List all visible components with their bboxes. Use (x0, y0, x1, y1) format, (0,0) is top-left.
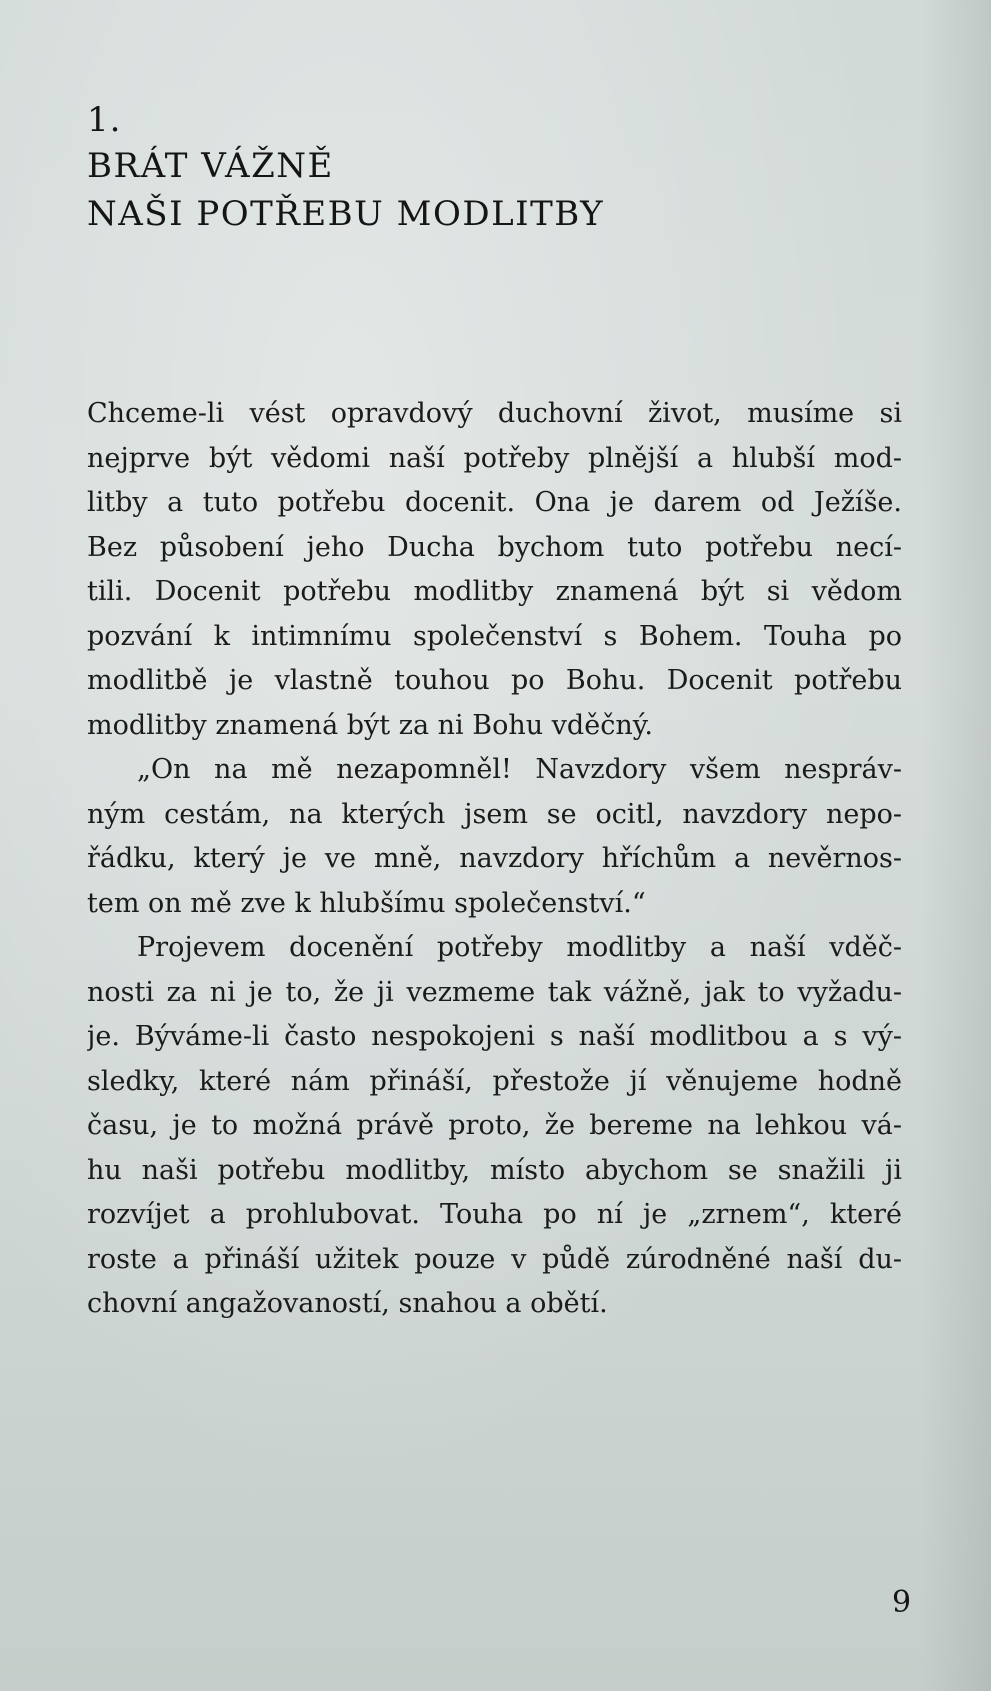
chapter-title-line: NAŠI POTŘEBU MODLITBY (87, 194, 605, 234)
page-edge-shadow (921, 0, 991, 1691)
text-line: modlitby znamená být za ni Bohu vděčný. (87, 709, 653, 741)
chapter-title (87, 142, 604, 238)
text-line: ným cestám, na kterých jsem se ocitl, navzdory nepo- (87, 798, 902, 830)
text-line: hu naši potřebu modlitby, místo abychom se snažili ji (87, 1154, 902, 1186)
text-line: tili. Docenit potřebu modlitby znamená být si vědom (87, 576, 902, 607)
text-line: modlitbě je vlastně touhou po Bohu. Docenit potřebu (87, 665, 902, 696)
text-line: „On na mě nezapomněl! Navzdory všem nespráv- (137, 754, 902, 785)
text-line: Projevem docenění potřeby modlitby a naší vděč- (137, 932, 902, 963)
chapter-number: 1. (87, 100, 122, 140)
body-text (87, 392, 902, 1327)
paragraph-2 (87, 748, 902, 926)
page-number: 9 (892, 1585, 912, 1620)
paragraph-1 (87, 392, 902, 748)
text-line: času, je to možná právě proto, že bereme na lehkou vá- (87, 1110, 902, 1141)
text-line: nosti za ni je to, že ji vezmeme tak vážně, jak to vyžadu- (87, 976, 902, 1008)
chapter-title-line: BRÁT VÁŽNĚ (87, 146, 334, 186)
paragraph-3 (87, 926, 902, 1327)
text-line: litby a tuto potřebu docenit. Ona je darem od Ježíše. (87, 487, 902, 518)
text-line: řádku, který je ve mně, navzdory hříchům a nevěrnos- (87, 843, 902, 874)
text-line: chovní angažovaností, snahou a obětí. (87, 1288, 608, 1319)
text-line: rozvíjet a prohlubovat. Touha po ní je „zrnem“, které (87, 1199, 902, 1230)
text-line: Chceme-li vést opravdový duchovní život, musíme si (87, 398, 902, 429)
text-line: pozvání k intimnímu společenství s Bohem. Touha po (87, 620, 902, 652)
text-line: roste a přináší užitek pouze v půdě zúrodněné naší du- (87, 1243, 902, 1275)
text-line: Bez působení jeho Ducha bychom tuto potřebu necí- (87, 531, 902, 563)
text-line: tem on mě zve k hlubšímu společenství.“ (87, 887, 646, 919)
text-line: sledky, které nám přináší, přestože jí věnujeme hodně (87, 1065, 902, 1097)
text-line: nejprve být vědomi naší potřeby plnější a hlubší mod- (87, 442, 902, 474)
text-line: je. Býváme-li často nespokojeni s naší modlitbou a s vý- (87, 1021, 902, 1052)
